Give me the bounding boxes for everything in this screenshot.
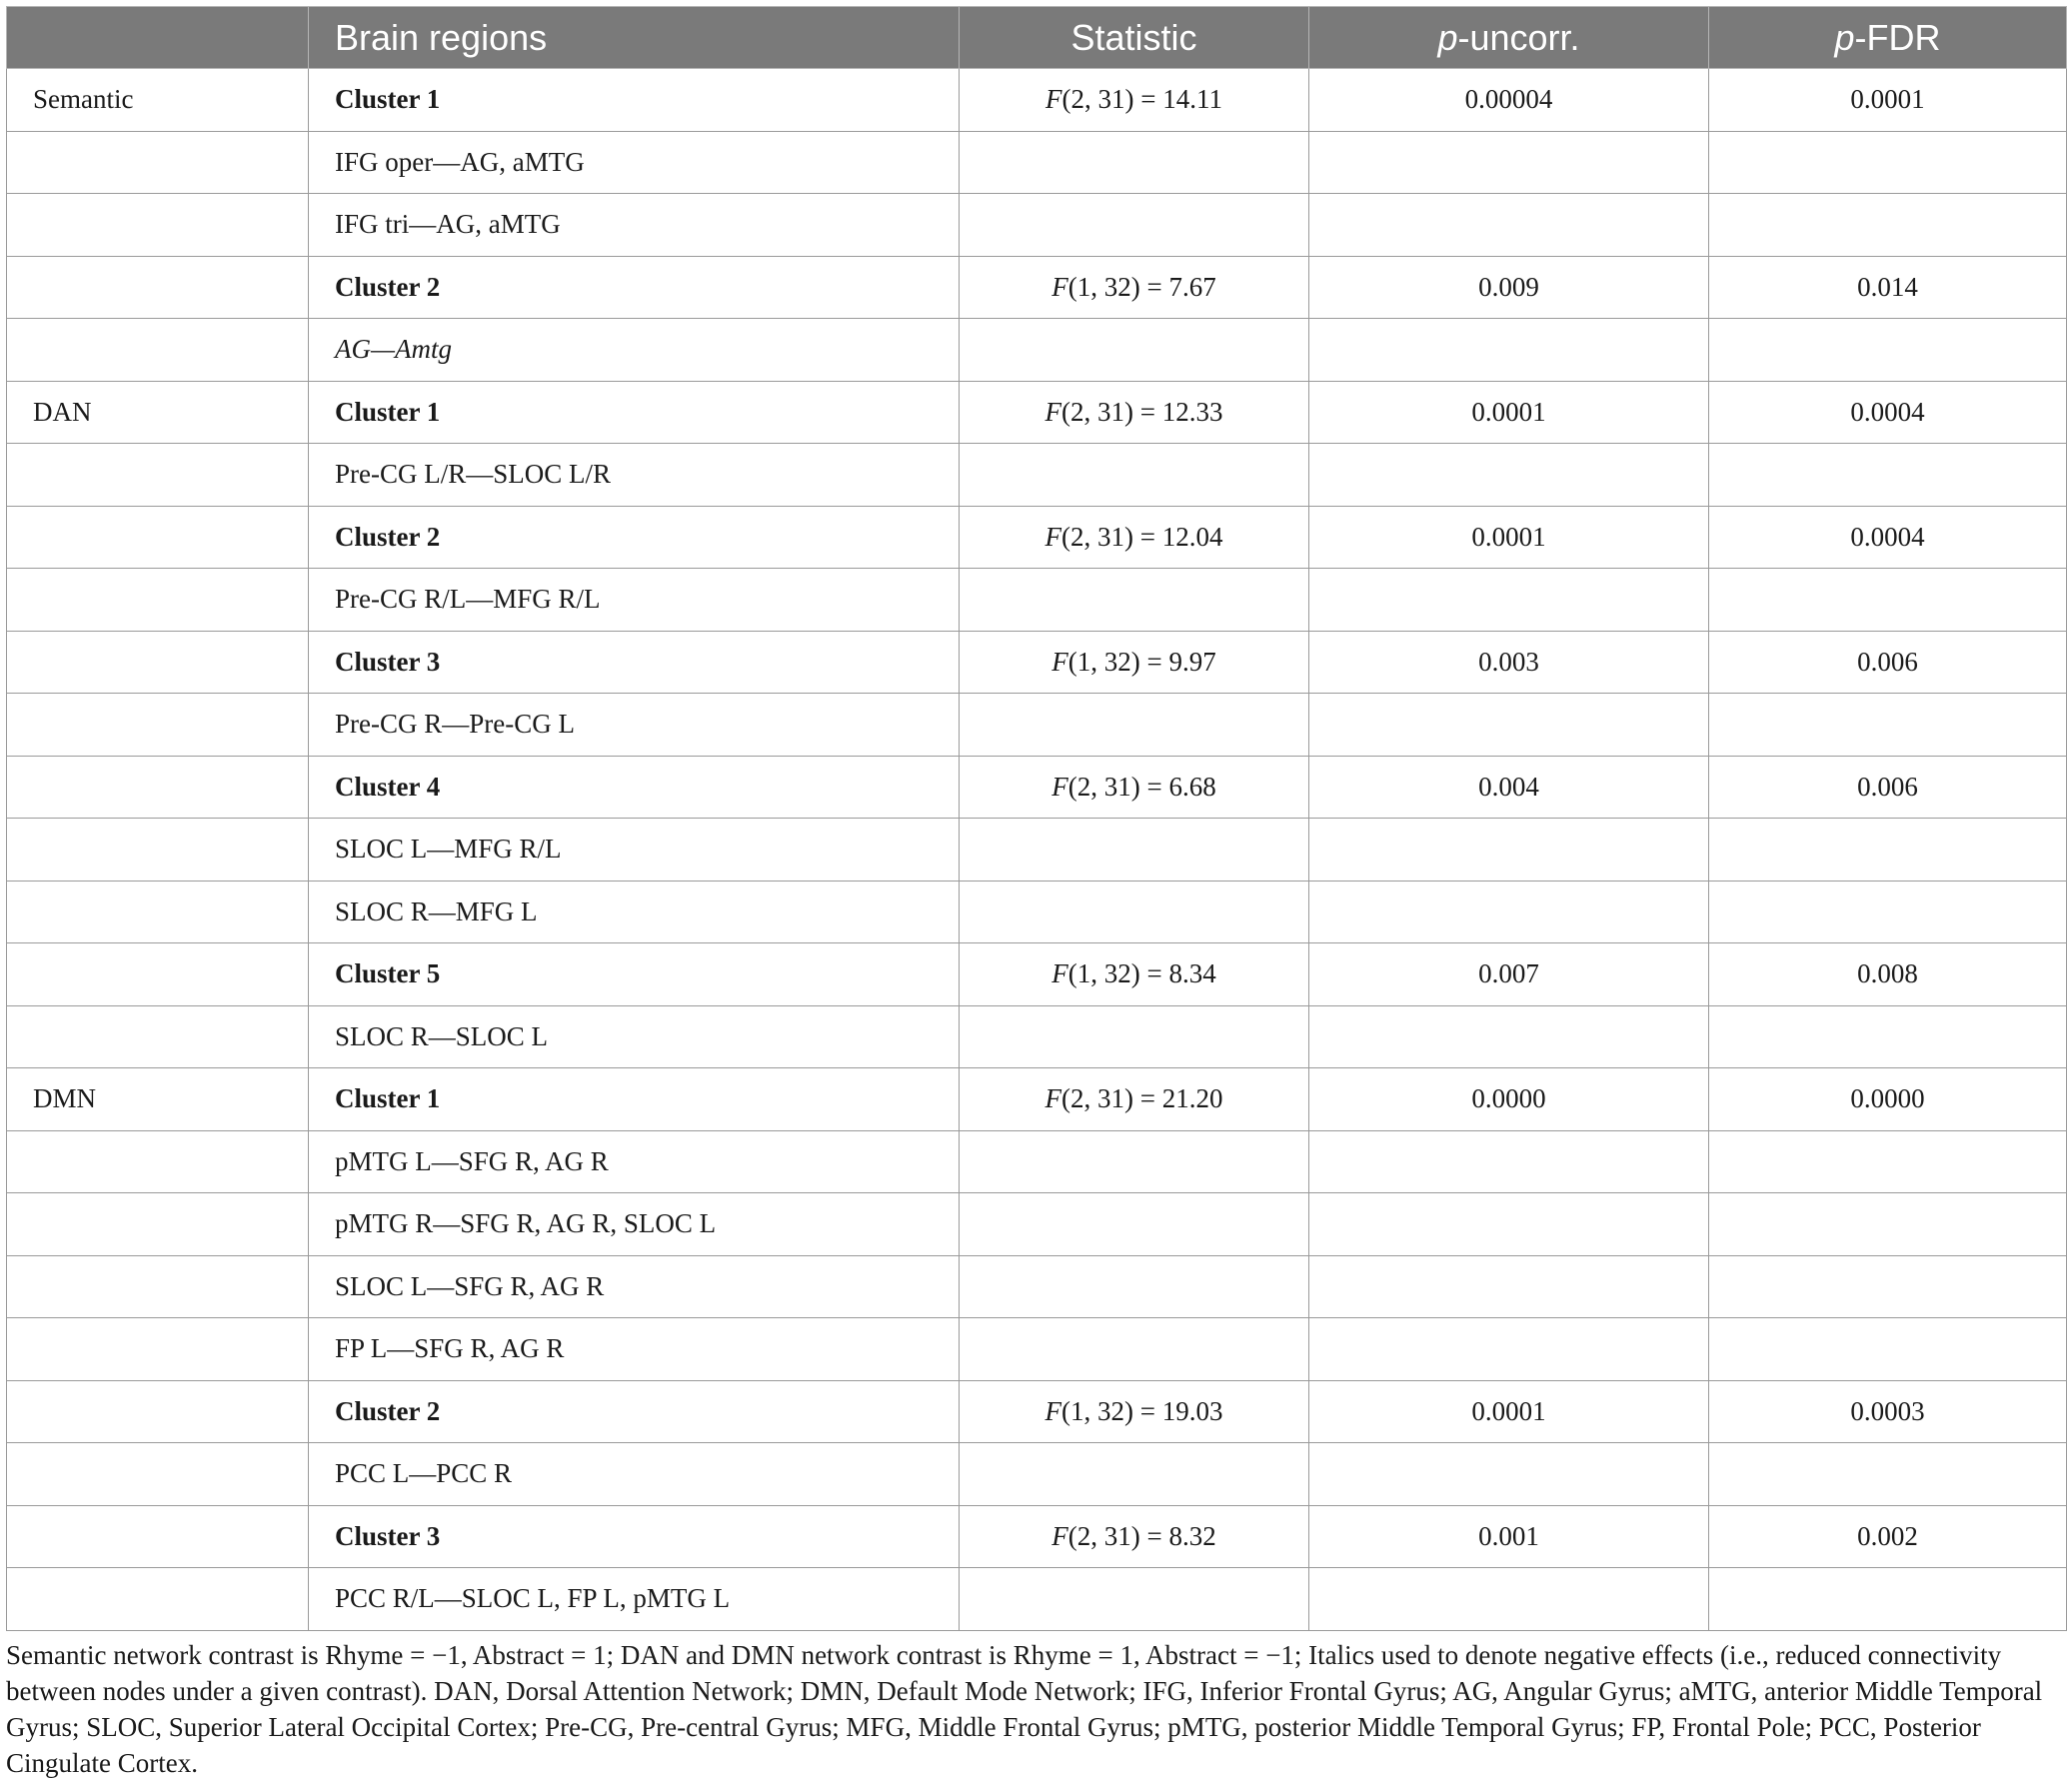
cell-p-uncorr (1309, 1193, 1709, 1256)
cell-brain-region: PCC L—PCC R (309, 1443, 960, 1506)
cell-brain-region: SLOC R—MFG L (309, 881, 960, 943)
cell-network (7, 131, 309, 194)
cell-p-uncorr: 0.003 (1309, 631, 1709, 694)
cell-p-fdr: 0.006 (1709, 631, 2067, 694)
cell-p-fdr: 0.008 (1709, 943, 2067, 1006)
cell-network (7, 943, 309, 1006)
table-row (7, 131, 2067, 194)
cell-network (7, 631, 309, 694)
header-p-fdr-italic: p (1834, 16, 1855, 58)
statistic-value: (2, 31) = 14.11 (1061, 84, 1222, 115)
header-network (7, 7, 309, 69)
cell-brain-region: Cluster 2 (309, 1380, 960, 1443)
statistic-f-symbol: F (1051, 771, 1068, 802)
header-p-uncorr (1309, 7, 1709, 69)
cell-statistic (960, 194, 1309, 257)
cell-p-fdr: 0.002 (1709, 1505, 2067, 1568)
cell-p-uncorr (1309, 1443, 1709, 1506)
cell-statistic (960, 631, 1309, 694)
cell-p-uncorr: 0.0001 (1309, 506, 1709, 569)
cell-p-fdr: 0.0004 (1709, 506, 2067, 569)
cell-network (7, 1130, 309, 1193)
cell-network (7, 569, 309, 632)
cell-p-fdr (1709, 1130, 2067, 1193)
cell-brain-region: Pre-CG R/L—MFG R/L (309, 569, 960, 632)
cell-brain-region: Pre-CG R—Pre-CG L (309, 694, 960, 757)
cell-network (7, 319, 309, 382)
cell-p-fdr: 0.0004 (1709, 381, 2067, 444)
cell-p-fdr (1709, 694, 2067, 757)
cell-statistic (960, 256, 1309, 319)
statistic-value: (1, 32) = 7.67 (1067, 271, 1216, 302)
table-row (7, 1068, 2067, 1131)
cell-brain-region: SLOC L—MFG R/L (309, 819, 960, 882)
cell-p-uncorr (1309, 1568, 1709, 1631)
table-row (7, 1255, 2067, 1318)
statistic-value: (2, 31) = 12.33 (1061, 396, 1223, 427)
cell-p-fdr (1709, 194, 2067, 257)
cell-network (7, 444, 309, 507)
table-row (7, 1005, 2067, 1068)
cell-p-fdr (1709, 881, 2067, 943)
table-row (7, 256, 2067, 319)
cell-p-fdr (1709, 819, 2067, 882)
statistic-f-symbol: F (1044, 396, 1062, 427)
cell-p-fdr: 0.014 (1709, 256, 2067, 319)
statistic-value: (1, 32) = 8.34 (1067, 958, 1216, 989)
table-row (7, 1130, 2067, 1193)
table-row (7, 194, 2067, 257)
cell-brain-region: Cluster 1 (309, 69, 960, 132)
cell-p-uncorr (1309, 569, 1709, 632)
header-row (7, 7, 2067, 69)
table-row (7, 631, 2067, 694)
cell-p-fdr: 0.0000 (1709, 1068, 2067, 1131)
cell-network (7, 194, 309, 257)
statistic-value: (2, 31) = 12.04 (1061, 521, 1223, 552)
cell-statistic (960, 506, 1309, 569)
table-row (7, 1568, 2067, 1631)
cell-p-uncorr: 0.0001 (1309, 381, 1709, 444)
cell-statistic (960, 1068, 1309, 1131)
cell-network: Semantic (7, 69, 309, 132)
statistic-value: (2, 31) = 8.32 (1067, 1520, 1216, 1551)
header-p-uncorr-rest: -uncorr. (1457, 16, 1580, 58)
cell-p-fdr (1709, 319, 2067, 382)
table-row (7, 943, 2067, 1006)
cell-p-uncorr (1309, 1130, 1709, 1193)
table-footnote: Semantic network contrast is Rhyme = −1, Abstract = 1; DAN and DMN network contrast is Rhyme = 1, Abstract = −1; Italics used to denote negative effects (i.e., reduced connectivity between nodes under a given contrast). DAN, Dorsal Attention Network; DMN, Default Mode Network; IFG, Inferior Frontal Gyrus; AG, Angular Gyrus; aMTG, anterior Middle Temporal Gyrus; SLOC, Superior Lateral Occipital Cortex; Pre-CG, Pre-central Gyrus; MFG, Middle Frontal Gyrus; pMTG, posterior Middle Temporal Gyrus; FP, Frontal Pole; PCC, Posterior Cingulate Cortex. (6, 1640, 2043, 1778)
cell-p-uncorr (1309, 319, 1709, 382)
cell-brain-region: IFG tri—AG, aMTG (309, 194, 960, 257)
cell-statistic (960, 881, 1309, 943)
cell-brain-region: pMTG L—SFG R, AG R (309, 1130, 960, 1193)
cell-brain-region: Pre-CG L/R—SLOC L/R (309, 444, 960, 507)
table-row (7, 694, 2067, 757)
table-body (7, 69, 2067, 1631)
cell-p-fdr: 0.006 (1709, 756, 2067, 819)
cell-p-fdr (1709, 1318, 2067, 1381)
cell-p-uncorr: 0.001 (1309, 1505, 1709, 1568)
cell-network (7, 1255, 309, 1318)
cell-network (7, 1443, 309, 1506)
cell-p-fdr (1709, 1005, 2067, 1068)
cell-brain-region: pMTG R—SFG R, AG R, SLOC L (309, 1193, 960, 1256)
table-row (7, 319, 2067, 382)
statistic-f-symbol: F (1044, 1395, 1062, 1426)
cell-network (7, 1318, 309, 1381)
header-p-fdr-rest: -FDR (1854, 16, 1941, 58)
cell-network: DAN (7, 381, 309, 444)
cell-p-uncorr (1309, 1005, 1709, 1068)
cell-p-uncorr: 0.0000 (1309, 1068, 1709, 1131)
cell-brain-region: Cluster 2 (309, 506, 960, 569)
statistic-f-symbol: F (1044, 1083, 1062, 1114)
cell-brain-region: Cluster 1 (309, 381, 960, 444)
table-row (7, 756, 2067, 819)
statistic-f-symbol: F (1044, 521, 1062, 552)
cell-p-fdr (1709, 1443, 2067, 1506)
cell-statistic (960, 1255, 1309, 1318)
cell-statistic (960, 1568, 1309, 1631)
cell-p-uncorr (1309, 819, 1709, 882)
cell-statistic (960, 69, 1309, 132)
cell-statistic (960, 1443, 1309, 1506)
statistic-value: (2, 31) = 21.20 (1061, 1083, 1223, 1114)
table-row (7, 381, 2067, 444)
cell-statistic (960, 694, 1309, 757)
cell-statistic (960, 319, 1309, 382)
cell-p-uncorr (1309, 1255, 1709, 1318)
cell-network (7, 819, 309, 882)
table-header (7, 7, 2067, 69)
statistic-f-symbol: F (1051, 646, 1068, 677)
cell-brain-region: Cluster 3 (309, 1505, 960, 1568)
cell-network: DMN (7, 1068, 309, 1131)
cell-p-fdr (1709, 444, 2067, 507)
cell-p-uncorr: 0.007 (1309, 943, 1709, 1006)
table-row (7, 819, 2067, 882)
cell-p-fdr: 0.0003 (1709, 1380, 2067, 1443)
cell-p-fdr (1709, 569, 2067, 632)
cell-brain-region: SLOC L—SFG R, AG R (309, 1255, 960, 1318)
cell-p-fdr (1709, 1193, 2067, 1256)
cell-brain-region: FP L—SFG R, AG R (309, 1318, 960, 1381)
cell-p-fdr (1709, 1568, 2067, 1631)
cell-brain-region: Cluster 1 (309, 1068, 960, 1131)
cell-statistic (960, 756, 1309, 819)
cell-network (7, 1380, 309, 1443)
cell-brain-region: SLOC R—SLOC L (309, 1005, 960, 1068)
cell-brain-region: Cluster 3 (309, 631, 960, 694)
cell-network (7, 1568, 309, 1631)
statistic-f-symbol: F (1051, 271, 1068, 302)
header-p-uncorr-italic: p (1437, 16, 1458, 58)
cell-p-uncorr: 0.004 (1309, 756, 1709, 819)
table-row (7, 444, 2067, 507)
cell-brain-region: PCC R/L—SLOC L, FP L, pMTG L (309, 1568, 960, 1631)
table-row (7, 506, 2067, 569)
header-brain-regions: Brain regions (309, 7, 960, 69)
cell-brain-region: Cluster 2 (309, 256, 960, 319)
table-row (7, 69, 2067, 132)
header-p-fdr (1709, 7, 2067, 69)
results-table-container (6, 6, 2066, 1631)
cell-statistic (960, 381, 1309, 444)
statistic-value: (1, 32) = 19.03 (1061, 1395, 1223, 1426)
cell-p-uncorr (1309, 444, 1709, 507)
cell-p-fdr (1709, 1255, 2067, 1318)
statistic-value: (1, 32) = 9.97 (1067, 646, 1216, 677)
cell-p-uncorr (1309, 1318, 1709, 1381)
cell-brain-region: AG—Amtg (309, 319, 960, 382)
cell-network (7, 1505, 309, 1568)
cell-p-uncorr (1309, 131, 1709, 194)
table-row (7, 1193, 2067, 1256)
cell-p-fdr: 0.0001 (1709, 69, 2067, 132)
table-row (7, 1505, 2067, 1568)
table-row (7, 881, 2067, 943)
cell-network (7, 506, 309, 569)
statistic-f-symbol: F (1051, 958, 1068, 989)
cell-brain-region: Cluster 4 (309, 756, 960, 819)
cell-statistic (960, 444, 1309, 507)
cell-p-uncorr: 0.0001 (1309, 1380, 1709, 1443)
cell-p-uncorr: 0.00004 (1309, 69, 1709, 132)
cell-statistic (960, 1505, 1309, 1568)
statistic-f-symbol: F (1051, 1520, 1068, 1551)
cell-statistic (960, 1005, 1309, 1068)
table-row (7, 1380, 2067, 1443)
cell-p-uncorr: 0.009 (1309, 256, 1709, 319)
cell-statistic (960, 1318, 1309, 1381)
table-row (7, 1318, 2067, 1381)
table-row (7, 569, 2067, 632)
cell-p-fdr (1709, 131, 2067, 194)
statistic-value: (2, 31) = 6.68 (1067, 771, 1216, 802)
cell-statistic (960, 1193, 1309, 1256)
table-row (7, 1443, 2067, 1506)
cell-statistic (960, 569, 1309, 632)
cell-network (7, 1193, 309, 1256)
cell-network (7, 694, 309, 757)
cell-p-uncorr (1309, 694, 1709, 757)
cell-statistic (960, 1380, 1309, 1443)
cell-statistic (960, 131, 1309, 194)
cell-statistic (960, 819, 1309, 882)
header-statistic: Statistic (960, 7, 1309, 69)
results-table (6, 6, 2067, 1631)
cell-network (7, 1005, 309, 1068)
cell-p-uncorr (1309, 194, 1709, 257)
statistic-f-symbol: F (1045, 84, 1062, 115)
cell-brain-region: IFG oper—AG, aMTG (309, 131, 960, 194)
cell-brain-region: Cluster 5 (309, 943, 960, 1006)
cell-statistic (960, 943, 1309, 1006)
cell-statistic (960, 1130, 1309, 1193)
cell-network (7, 756, 309, 819)
cell-network (7, 881, 309, 943)
cell-p-uncorr (1309, 881, 1709, 943)
cell-network (7, 256, 309, 319)
